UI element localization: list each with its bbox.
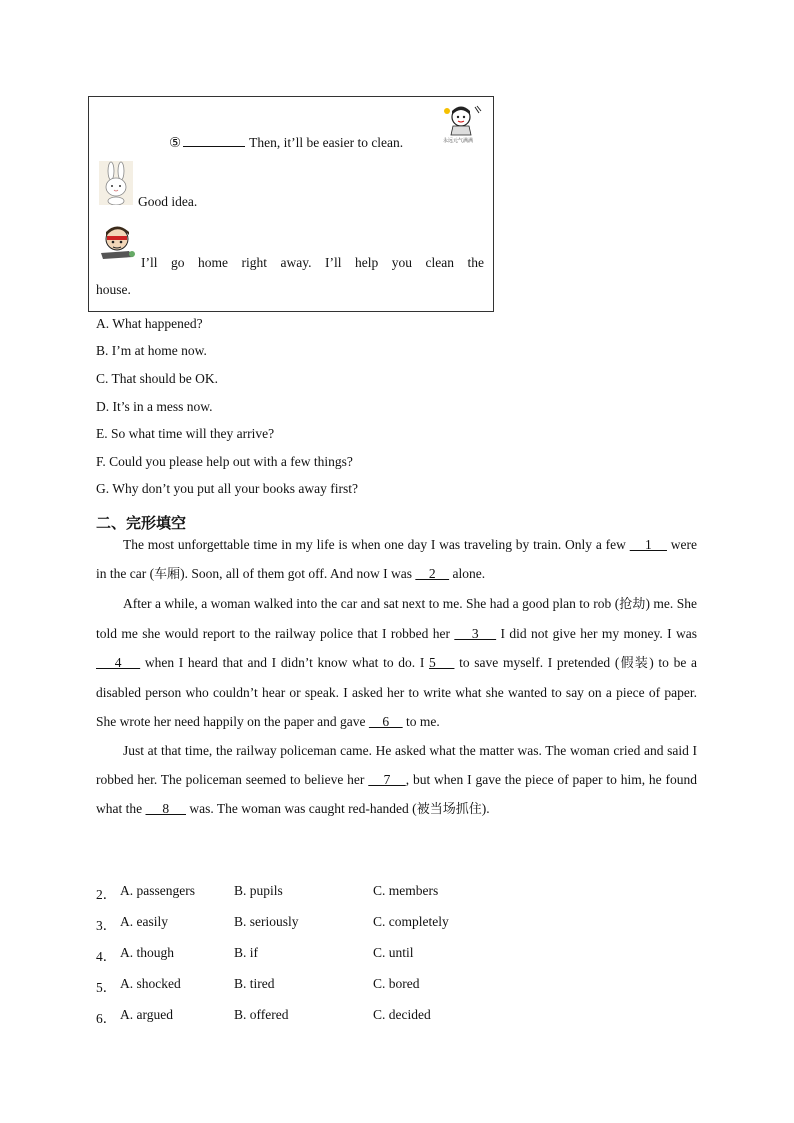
dialog-box: [88, 96, 494, 312]
reply-word: help: [354, 255, 379, 270]
choice-c[interactable]: C. bored: [373, 976, 420, 991]
option-g: G. Why don’t you put all your books away first?: [96, 481, 358, 496]
text: , but when I gave the piece of paper to him, he found what the: [96, 772, 698, 816]
option-f: F. Could you please help out with a few things?: [96, 454, 353, 469]
choice-b[interactable]: B. offered: [234, 1007, 289, 1022]
text: was. The woman was caught red-handed (: [186, 801, 417, 816]
choice-a[interactable]: A. passengers: [120, 883, 195, 898]
text: to save myself. I pretended (: [454, 655, 620, 670]
answer-blank-5[interactable]: [183, 133, 245, 147]
blank-3[interactable]: 3: [454, 626, 497, 641]
dialog-line-5: [169, 133, 403, 151]
dialog-reply-end: house.: [96, 282, 131, 297]
choice-a[interactable]: A. easily: [120, 914, 168, 929]
chinese-gloss: 抢劫: [619, 597, 646, 612]
question-number: 5．: [96, 980, 117, 995]
reply-word: clean: [425, 255, 454, 270]
text: ) me. She told me she would report to the railway police that I robbed her: [96, 596, 697, 641]
reply-word: you: [391, 255, 412, 270]
option-e: E. So what time will they arrive?: [96, 426, 275, 441]
choice-a[interactable]: A. shocked: [120, 976, 181, 991]
choice-c[interactable]: C. until: [373, 945, 414, 960]
boy-cartoon-icon: [99, 223, 139, 261]
choice-b[interactable]: B. if: [234, 945, 259, 960]
reply-word: go: [171, 255, 185, 270]
chinese-gloss: 车厢: [154, 567, 181, 582]
reply-word: I’ll: [324, 255, 342, 270]
choice-b[interactable]: B. pupils: [234, 883, 283, 898]
rabbit-cartoon-icon: [99, 161, 133, 205]
choice-b[interactable]: B. tired: [234, 976, 275, 991]
choice-c[interactable]: C. members: [373, 883, 439, 898]
option-a: A. What happened?: [96, 316, 203, 331]
reply-word: away.: [280, 255, 312, 270]
paragraph-1: [96, 530, 697, 589]
blank-5[interactable]: 5: [429, 655, 455, 670]
choice-a[interactable]: A. argued: [120, 1007, 173, 1022]
chinese-gloss: 被当场抓住: [416, 802, 482, 817]
chinese-gloss: 假装: [619, 656, 650, 671]
reply-word: the: [467, 255, 484, 270]
text: I did not give her my money. I was: [496, 626, 697, 641]
text: when I heard that and I didn’t know what to do. I: [140, 655, 429, 670]
paragraph-2: [96, 589, 697, 736]
choice-c[interactable]: C. completely: [373, 914, 449, 929]
blank-6[interactable]: 6: [368, 714, 403, 729]
blank-1[interactable]: 1: [629, 537, 667, 552]
question-number: 2．: [96, 887, 117, 902]
paragraph-3: [96, 736, 697, 824]
text: The most unforgettable time in my life is when one day I was traveling by train. Only a few: [123, 537, 630, 552]
choice-a[interactable]: A. though: [120, 945, 174, 960]
reply-word: home: [198, 255, 228, 270]
blank-8[interactable]: 8: [145, 801, 186, 816]
text: Just at that time, the railway policeman came. He asked what the matter was. The woman cried and said I robbed her. The policeman seemed to believe her: [96, 743, 697, 787]
option-c: C. That should be OK.: [96, 371, 218, 386]
text: alone.: [449, 566, 486, 581]
cloze-passage: [96, 530, 697, 824]
dialog-good-idea: Good idea.: [138, 194, 198, 209]
option-d: D. It’s in a mess now.: [96, 399, 213, 414]
choice-c[interactable]: C. decided: [373, 1007, 431, 1022]
text: After a while, a woman walked into the car and sat next to me. She had a good plan to rob (: [123, 596, 620, 611]
question-number: 3．: [96, 918, 117, 933]
dialog-line-5-text: Then, it’ll be easier to clean.: [249, 135, 404, 150]
option-b: B. I’m at home now.: [96, 343, 207, 358]
blank-2[interactable]: 2: [415, 566, 450, 581]
blank-marker: ⑤: [169, 135, 182, 150]
reply-word: I’ll: [141, 255, 158, 270]
reply-word: right: [241, 255, 267, 270]
question-number: 6．: [96, 1011, 117, 1026]
text: were in the car (: [96, 537, 698, 581]
girl-cartoon-icon: [441, 103, 485, 143]
dialog-reply-line: [141, 255, 484, 271]
section-title: 二、完形填空: [96, 514, 187, 532]
blank-4[interactable]: 4: [96, 655, 141, 670]
text: ). Soon, all of them got off. And now I was: [180, 566, 416, 581]
text: to me.: [402, 714, 440, 729]
svg-text:永远元气满满: 永远元气满满: [443, 138, 474, 143]
question-number: 4．: [96, 949, 117, 964]
blank-7[interactable]: 7: [368, 772, 406, 787]
text: ) to be a disabled person who couldn’t hear or speak. I asked her to write what she wanted to say on a piece of paper. She wrote her need happily on the paper and gave: [96, 655, 697, 729]
text: ).: [481, 801, 490, 816]
choice-b[interactable]: B. seriously: [234, 914, 299, 929]
